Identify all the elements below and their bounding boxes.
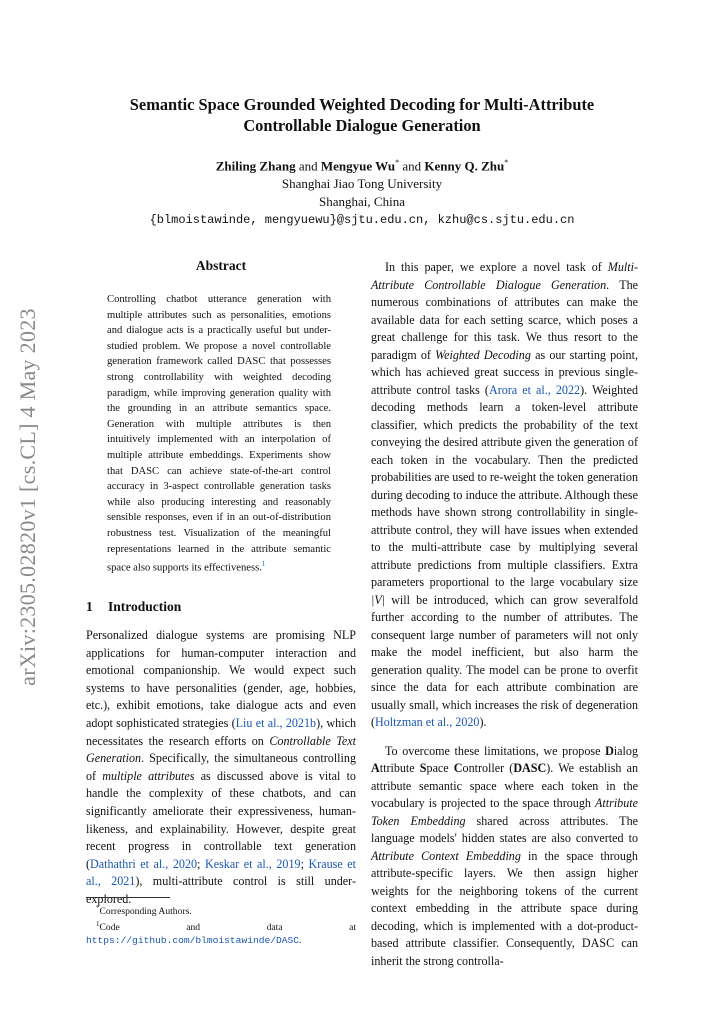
- abstract-body: Controlling chatbot utterance generation with multiple attributes such as personalities, emotions and dialogue acts is a practically useful but under-studied problem. We propose a novel controllable generation framework called DASC that possesses strong controllability with weighted decoding paradigm, while improving generation quality with the grounding in an attribute semantics space. Generation with multiple attributes is then intuitively implemented with an interpolation of multiple attribute embeddings. Experiments show that DASC can achieve state-of-the-art control accuracy in 3-aspect controllable generation tasks while also producing interesting and reasonably sensible responses, even if in an out-of-distribution robustness test. Visualization of the meaningful representations learned in the attribute semantic space also supports its effectiveness.: [107, 294, 331, 574]
- citation-arora[interactable]: Arora et al., 2022: [488, 382, 581, 397]
- acronym-letter: S: [419, 761, 427, 775]
- body-text: ontroller (: [462, 761, 514, 775]
- intro-text: ), which necessitates the research efforts on: [86, 715, 356, 748]
- footnote-mark: *: [96, 904, 100, 912]
- footnote-ref-1[interactable]: 1: [261, 560, 266, 569]
- title-line-1: Semantic Space Grounded Weighted Decoding for Multi-Attribute: [129, 95, 595, 114]
- code-link[interactable]: https://github.com/blmoistawinde/DASC: [86, 935, 300, 947]
- body-text: will be introduced, which can grow severalfold further according to the number of attributes. The consequent large number of parameters will not only make the model inefficient, but also harm the generation quality. The model can be prone to overfit since the data for each attribute combination are usually small, which increases the risk of degeneration (: [371, 592, 638, 729]
- intro-text: ), multi-attribute control is still under-explored.: [86, 874, 356, 906]
- abstract-heading: Abstract: [195, 258, 247, 273]
- paper-title: [90, 94, 634, 136]
- author-1: Zhiling Zhang: [215, 158, 296, 174]
- intro-text: ;: [197, 856, 205, 871]
- author-block: [90, 154, 634, 229]
- body-text: To overcome these limitations, we propose: [385, 743, 606, 758]
- footnotes: [86, 902, 356, 947]
- body-text: in the space through attribute-specific layers. We then assign higher weights for the neighboring tokens of the current context embedding in the attribute space during decoding, which is implemented with a dot-product-based attribute classifier. Consequently, DASC can inherit the strong controlla-: [371, 848, 638, 968]
- body-emphasis: Attribute Context Embedding: [371, 848, 521, 863]
- acronym-letter: A: [371, 761, 380, 775]
- author-emails: {blmoistawinde, mengyuewu}@sjtu.edu.cn, kzhu@cs.sjtu.edu.cn: [149, 213, 575, 228]
- corresponding-mark-1: *: [395, 158, 400, 167]
- intro-text: Personalized dialogue systems are promising NLP applications for human-computer interaction and emotional companionship. We would expect such systems to have personalities (gender, age, hobbies, etc.), exhibit emotions, take dialogue acts and even adopt sophisticated strategies (: [86, 628, 356, 730]
- body-text: ).: [479, 715, 487, 729]
- author-sep-2: and: [402, 158, 422, 174]
- body-text: pace: [426, 761, 454, 775]
- math-vocab-size: |V|: [371, 592, 386, 607]
- intro-emphasis: Controllable Text Generation: [86, 733, 356, 766]
- section-number: 1: [86, 599, 93, 614]
- author-sep-1: and: [298, 158, 318, 174]
- section-heading: [86, 599, 181, 615]
- location: Shanghai, China: [319, 194, 405, 210]
- intro-paragraph: [86, 627, 356, 909]
- method-acronym: DASC: [513, 761, 547, 775]
- body-text: . The numerous combinations of attributes can make the available data for each setting scarce, which poses a great challenge for this task. We thus resort to the paradigm of: [371, 277, 638, 362]
- intro-emphasis: multiple attributes: [102, 768, 195, 783]
- affiliation: Shanghai Jiao Tong University: [281, 176, 443, 192]
- corresponding-mark-2: *: [504, 158, 509, 167]
- footnote-text: Corresponding Authors.: [99, 906, 192, 918]
- intro-text: as discussed above is vital to handle the complexity of these chatbots, and can significantly ameliorate their expressiveness, human-likeness, and explainability. However, despite great recent progress in controllable text generation (: [86, 768, 356, 871]
- title-line-2: Controllable Dialogue Generation: [243, 116, 481, 135]
- body-text: In this paper, we explore a novel task of: [385, 260, 608, 274]
- footnote-corresponding: [86, 902, 356, 918]
- section-title: Introduction: [108, 599, 182, 614]
- paragraph-method: [371, 743, 638, 971]
- citation-holtzman[interactable]: Holtzman et al., 2020: [375, 715, 480, 729]
- body-text: ). We establish an attribute semantic space where each token in the vocabulary is projected to the space through: [371, 761, 638, 810]
- body-emphasis: Multi-Attribute Controllable Dialogue Generation: [371, 260, 638, 292]
- author-names: [90, 154, 634, 175]
- body-text: ttribute: [379, 761, 420, 775]
- body-text: ). Weighted decoding methods learn a token-level attribute classifier, which predicts the probability of the text conveying the desired attribute given the generation of each token in the vocabulary. Then the predicted probabilities are used to re-weight the token generation during decoding to induce the attribute. Although these methods have shown strong controllability in single-attribute control, they will have issues when extended to the multi-attribute case by multiplying several attribute predictions from multiple classifiers. Extra parameters proportional to the large vocabulary size: [371, 382, 639, 589]
- footnote-text: Code and data at: [99, 922, 356, 934]
- footnote-mark: 1: [96, 920, 100, 929]
- author-3: Kenny Q. Zhu: [424, 158, 505, 174]
- intro-text: ;: [300, 856, 309, 871]
- citation-liu[interactable]: Liu et al., 2021b: [235, 715, 317, 730]
- body-text: shared across attributes. The language models' hidden states are also converted to: [371, 813, 638, 845]
- arxiv-stamp: [8, 308, 48, 686]
- footnote-text: .: [299, 935, 302, 947]
- author-2: Mengyue Wu: [320, 158, 396, 174]
- footnote-code: [86, 918, 356, 947]
- arxiv-stamp-text: arXiv:2305.02820v1 [cs.CL] 4 May 2023: [15, 308, 40, 686]
- body-text: as our starting point, which has achieved great success in previous single-attribute control tasks (: [371, 347, 638, 397]
- right-column: [371, 259, 638, 970]
- acronym-letter: C: [453, 761, 463, 775]
- acronym-letter: D: [605, 743, 614, 758]
- citation-dathathri[interactable]: Dathathri et al., 2020: [90, 856, 198, 871]
- body-text: ialog: [613, 743, 638, 758]
- intro-text: . Specifically, the simultaneous controlling of: [86, 751, 356, 783]
- citation-krause[interactable]: Krause et al., 2021: [86, 856, 357, 889]
- paragraph-task: [371, 259, 638, 732]
- body-emphasis: Attribute Token Embedding: [371, 796, 638, 828]
- citation-keskar[interactable]: Keskar et al., 2019: [204, 856, 301, 871]
- abstract-text: [107, 292, 331, 576]
- body-emphasis: Weighted Decoding: [435, 347, 531, 362]
- footnote-rule: [86, 897, 170, 898]
